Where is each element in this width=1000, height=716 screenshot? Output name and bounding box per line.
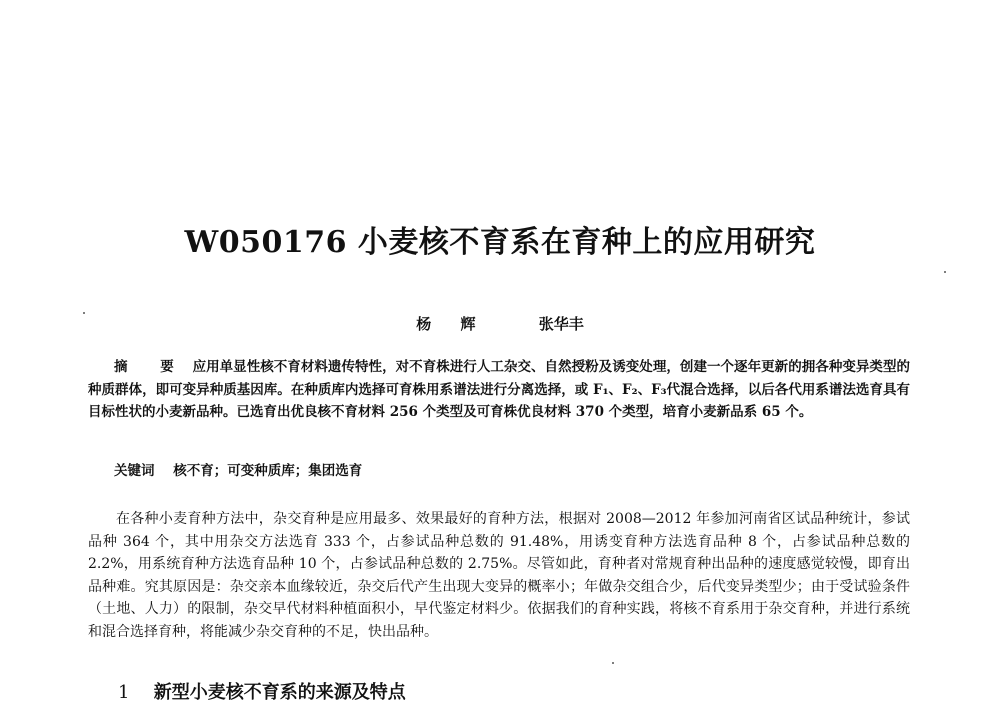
keywords-text: 核不育；可变种质库；集团选育 (173, 463, 363, 479)
body-paragraph: 在各种小麦育种方法中，杂交育种是应用最多、效果最好的育种方法，根据对 2008—2012 年参加河南省区试品种统计，参试品种 364 个，其中用杂交方法选育 333 个，占参试品种总数的 91.48%，用诱变育种方法选育品种 8 个，占参试品种总数的 2.2%，用系统育种方法选育品种 10 个，占参试品种总数的 2.75%。尽管如此，育种者对常规育种出品种的速度感觉较慢，即育出品种难。究其原因是：杂交亲本血缘较近，杂交后代产生出现大变异的概率小；年做杂交组合少，后代变异类型少；由于受试验条件（土地、人力）的限制，杂交早代材料种植面积小，早代鉴定材料少。依据我们的育种实践，将核不育系用于杂交育种，并进行系统和混合选择育种，将能减少杂交育种的不足，快出品种。 (88, 511, 910, 640)
section-number: 1 (118, 682, 130, 703)
paper-title: W050176 小麦核不育系在育种上的应用研究 (184, 225, 816, 260)
scan-speck (83, 312, 85, 314)
abstract-text: 应用单显性核不育材料遗传特性，对不育株进行人工杂交、自然授粉及诱变处理，创建一个逐年更新的拥各种变异类型的种质群体，即可变异种质基因库。在种质库内选择可育株用系谱法进行分离选择，或 F₁、F₂、F₃代混合选择，以后各代用系谱法选育具有目标性状的小麦新品种。已选育出优良核不育材料 256 个类型及可育株优良材料 370 个类型，培育小麦新品系 65 个。 (88, 359, 911, 420)
section-heading (118, 678, 406, 704)
scan-speck (944, 271, 946, 273)
scan-speck (612, 662, 614, 664)
section-title: 新型小麦核不育系的来源及特点 (153, 682, 406, 703)
abstract (88, 356, 910, 424)
keywords (114, 460, 914, 482)
author-name: 杨 辉 (416, 315, 488, 333)
author-list (0, 313, 1000, 334)
keywords-label: 关键词 (114, 463, 155, 479)
abstract-label: 摘 要 (114, 359, 188, 375)
author-name: 张华丰 (538, 315, 584, 333)
